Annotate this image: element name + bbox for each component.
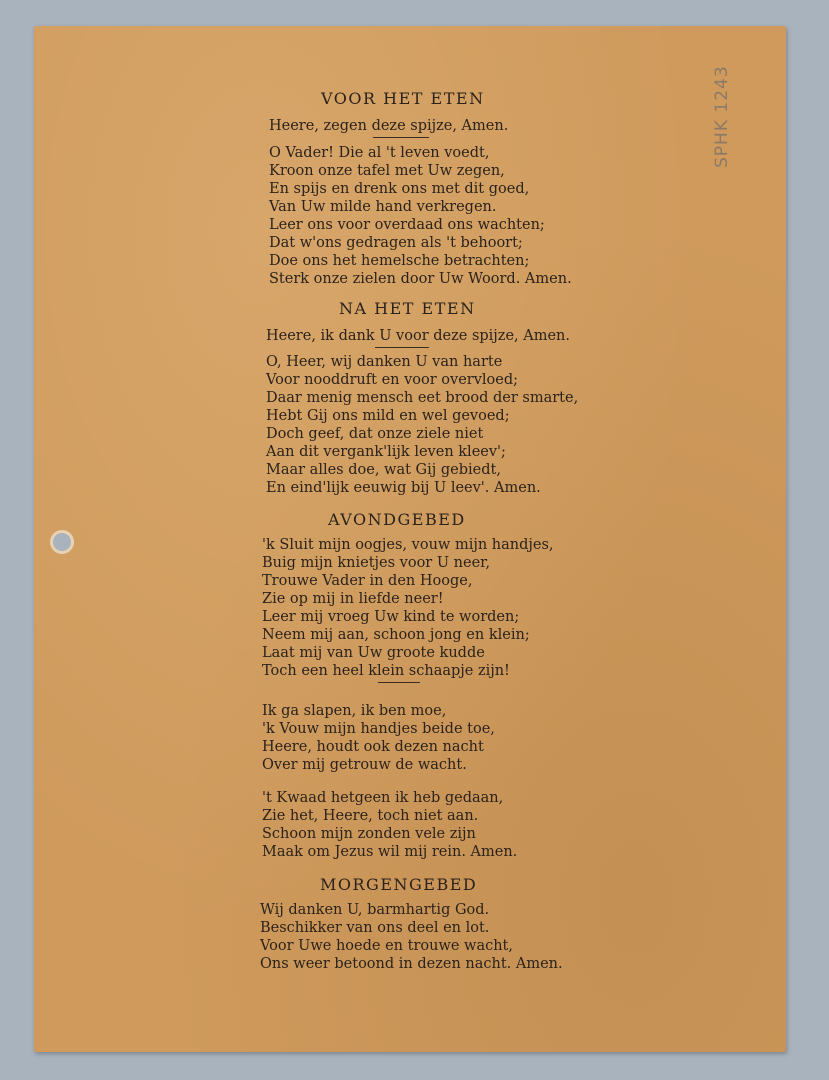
section-title-avondgebed: AVONDGEBED: [328, 510, 466, 529]
punch-hole: [50, 530, 74, 554]
verse-line: Ik ga slapen, ik ben moe,: [262, 703, 447, 719]
verse-line: 'k Sluit mijn oogjes, vouw mijn handjes,: [262, 537, 554, 553]
verse-line: Wij danken U, barmhartig God.: [260, 902, 490, 918]
verse-line: Leer mij vroeg Uw kind te worden;: [262, 609, 520, 625]
verse-line: Daar menig mensch eet brood der smarte,: [266, 390, 579, 406]
verse-line: Laat mij van Uw groote kudde: [262, 645, 485, 661]
verse-line: Over mij getrouw de wacht.: [262, 757, 467, 773]
verse-line: O Vader! Die al 't leven voedt,: [269, 145, 490, 161]
section-subtitle-voor-het-eten: Heere, zegen deze spijze, Amen.: [269, 118, 509, 134]
verse-line: 'k Vouw mijn handjes beide toe,: [262, 721, 495, 737]
verse-line: Schoon mijn zonden vele zijn: [262, 826, 476, 842]
verse-line: Leer ons voor overdaad ons wachten;: [269, 217, 545, 233]
section-title-na-het-eten: NA HET ETEN: [339, 299, 476, 318]
verse-line: Neem mij aan, schoon jong en klein;: [262, 627, 530, 643]
verse-line: Sterk onze zielen door Uw Woord. Amen.: [269, 271, 572, 287]
verse-line: Toch een heel klein schaapje zijn!: [262, 663, 510, 679]
verse-line: 't Kwaad hetgeen ik heb gedaan,: [262, 790, 504, 806]
verse-line: Beschikker van ons deel en lot.: [260, 920, 490, 936]
verse-line: Trouwe Vader in den Hooge,: [262, 573, 473, 589]
verse-line: Ons weer betoond in dezen nacht. Amen.: [260, 956, 563, 972]
verse-line: Doe ons het hemelsche betrachten;: [269, 253, 530, 269]
section-title-voor-het-eten: VOOR HET ETEN: [321, 89, 485, 108]
section-title-morgengebed: MORGENGEBED: [320, 875, 478, 894]
verse-line: Voor nooddruft en voor overvloed;: [266, 372, 519, 388]
archive-mark: [712, 118, 829, 168]
verse-line: Zie het, Heere, toch niet aan.: [262, 808, 479, 824]
verse-line: Dat w'ons gedragen als 't behoort;: [269, 235, 523, 251]
verse-line: Kroon onze tafel met Uw zegen,: [269, 163, 505, 179]
verse-line: En eind'lijk eeuwig bij U leev'. Amen.: [266, 480, 541, 496]
divider: [373, 137, 429, 138]
verse-line: Van Uw milde hand verkregen.: [269, 199, 497, 215]
divider: [378, 682, 420, 683]
verse-line: Maak om Jezus wil mij rein. Amen.: [262, 844, 518, 860]
verse-line: Aan dit vergank'lijk leven kleev';: [266, 444, 506, 460]
divider: [375, 347, 429, 348]
verse-line: Heere, houdt ook dezen nacht: [262, 739, 484, 755]
verse-line: Maar alles doe, wat Gij gebiedt,: [266, 462, 501, 478]
verse-line: O, Heer, wij danken U van harte: [266, 354, 503, 370]
verse-line: Hebt Gij ons mild en wel gevoed;: [266, 408, 510, 424]
verse-line: Zie op mij in liefde neer!: [262, 591, 444, 607]
verse-line: Buig mijn knietjes voor U neer,: [262, 555, 491, 571]
verse-line: En spijs en drenk ons met dit goed,: [269, 181, 530, 197]
verse-line: Doch geef, dat onze ziele niet: [266, 426, 484, 442]
section-subtitle-na-het-eten: Heere, ik dank U voor deze spijze, Amen.: [266, 328, 570, 344]
verse-line: Voor Uwe hoede en trouwe wacht,: [260, 938, 513, 954]
